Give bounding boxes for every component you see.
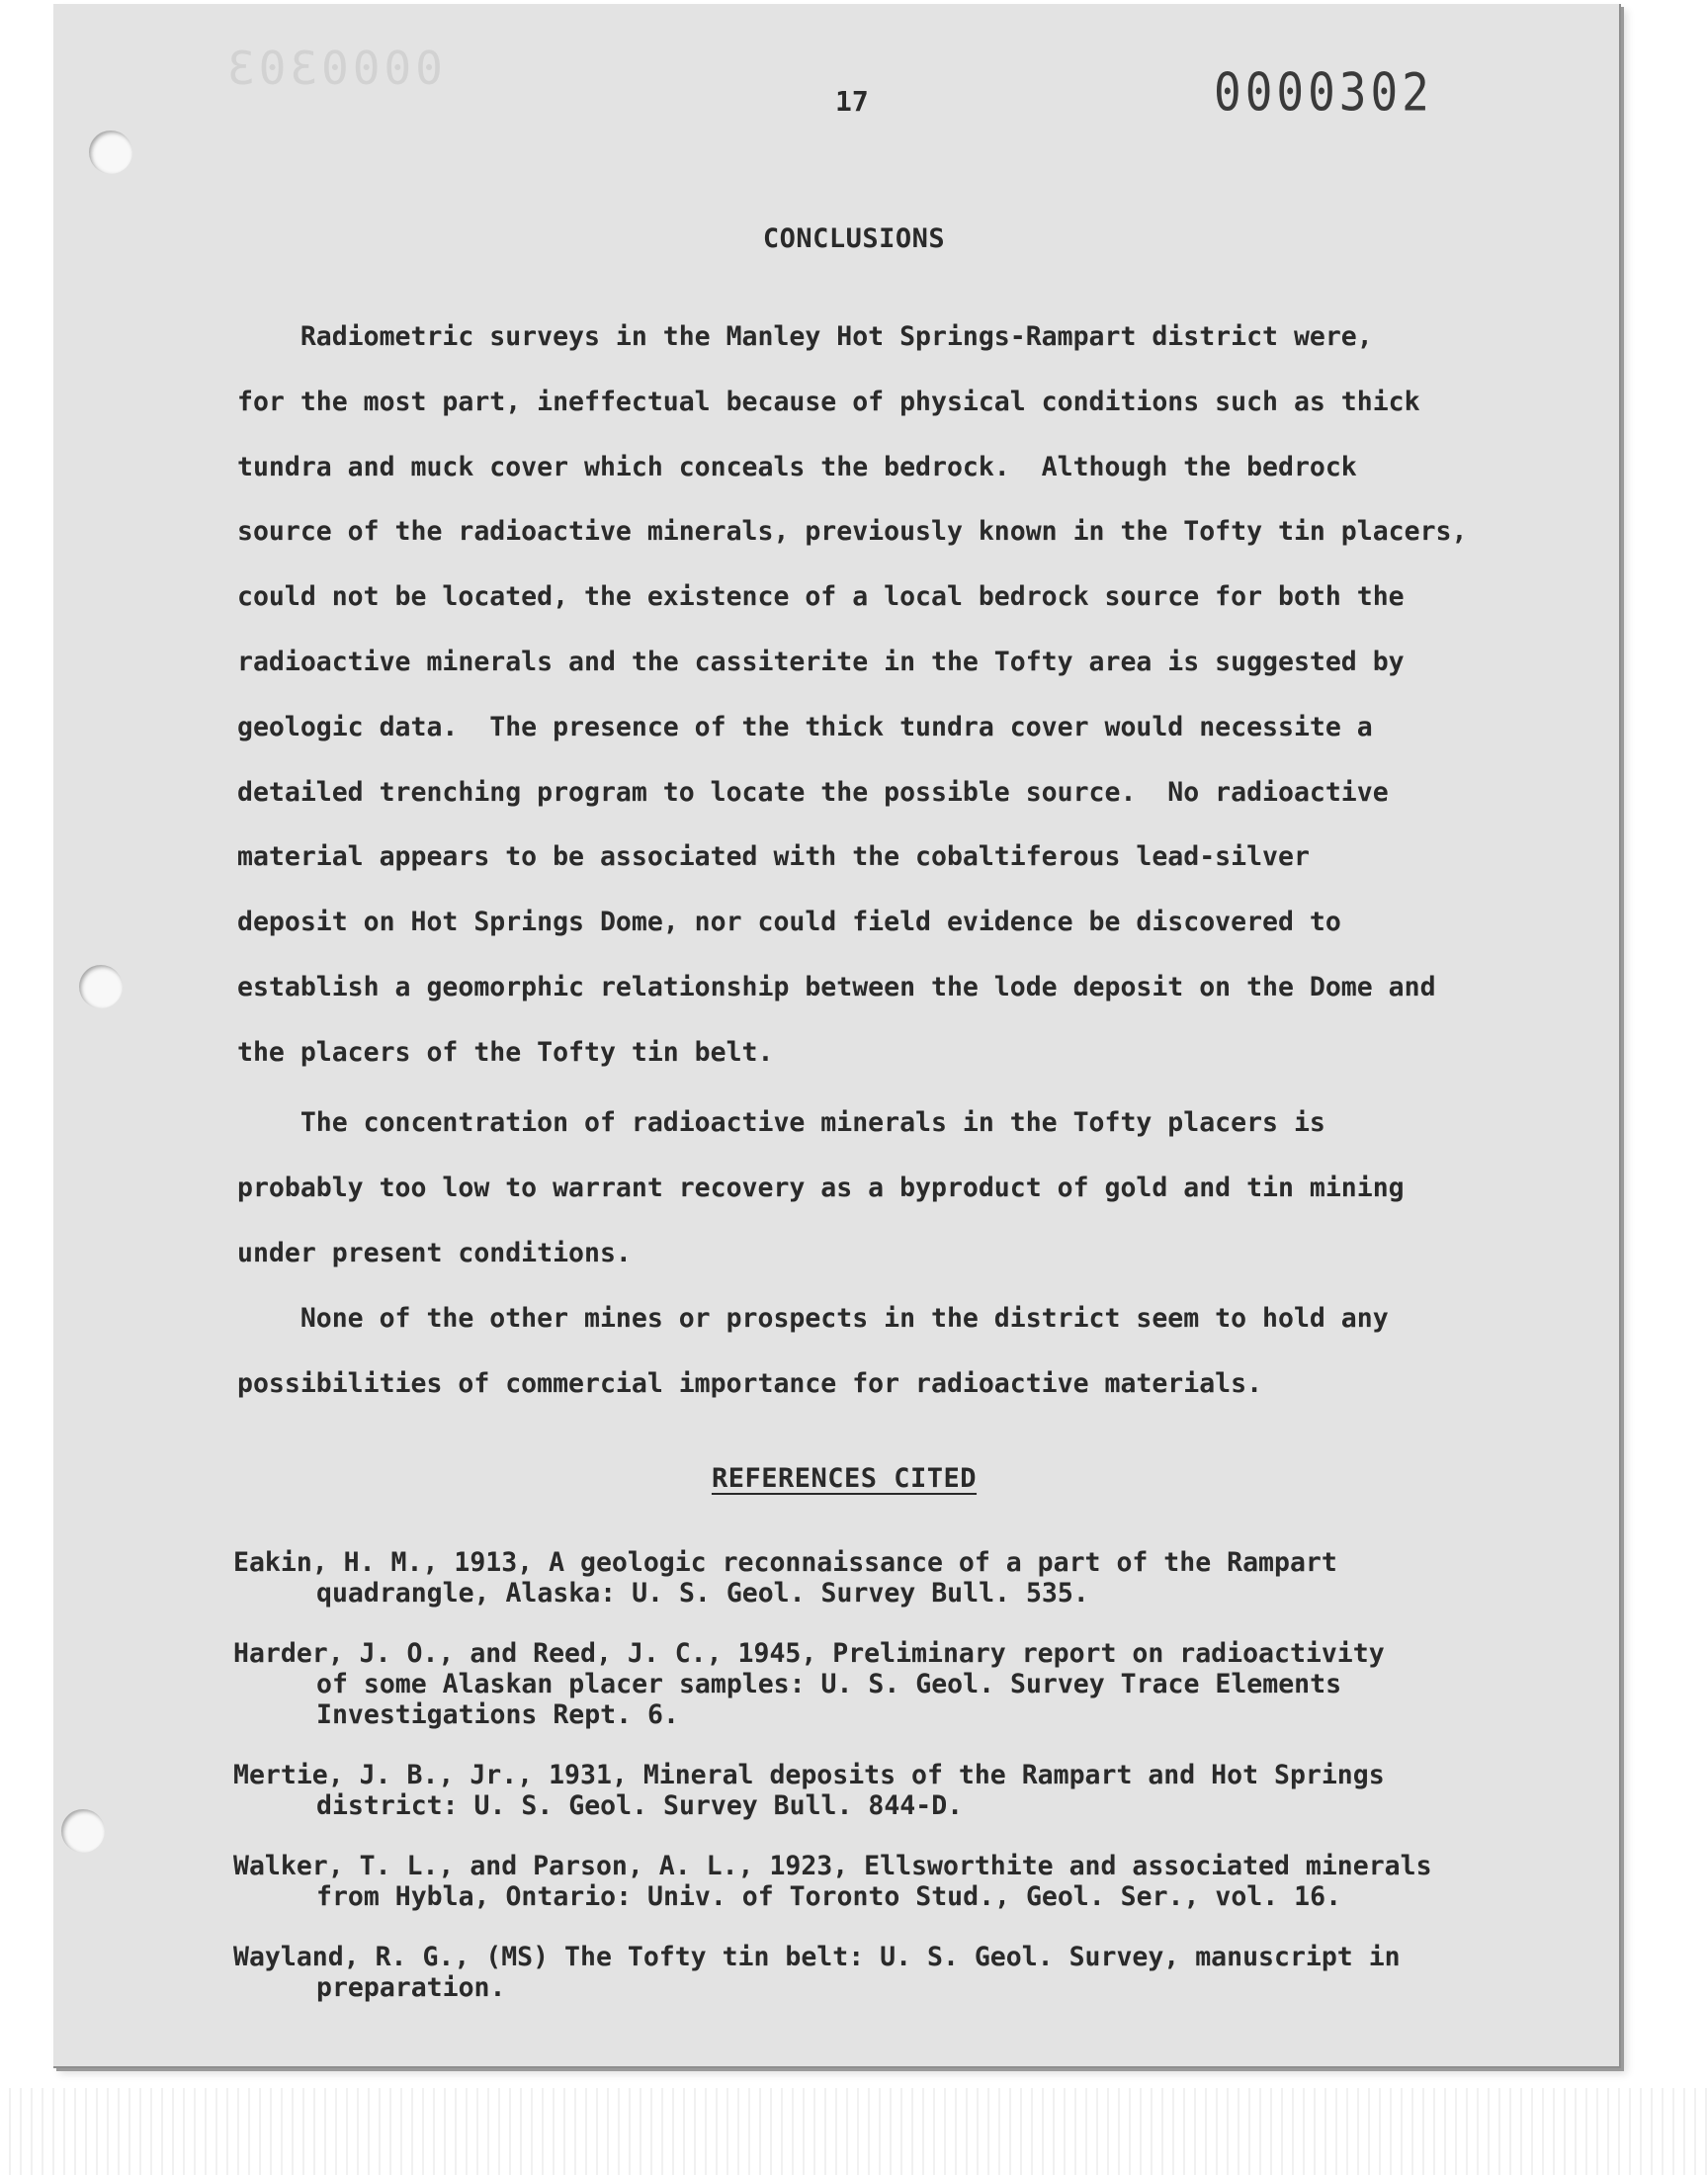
- text-line: possibilities of commercial importance for radioactive materials.: [237, 1367, 1263, 1399]
- conclusions-heading: [0, 223, 1708, 254]
- text-line: None of the other mines or prospects in the district seem to hold any: [237, 1303, 1389, 1334]
- page-number: 17: [835, 85, 869, 118]
- references-heading: [0, 1463, 1698, 1494]
- text-line: The concentration of radioactive minerals in the Tofty placers is: [237, 1107, 1325, 1138]
- reference-line: Investigations Rept. 6.: [316, 1699, 679, 1730]
- reference-line: quadrangle, Alaska: U. S. Geol. Survey Bull. 535.: [316, 1578, 1089, 1609]
- reference-line: Harder, J. O., and Reed, J. C., 1945, Preliminary report on radioactivity: [233, 1638, 1385, 1669]
- text-line: the placers of the Tofty tin belt.: [237, 1036, 774, 1068]
- text-line: probably too low to warrant recovery as a byproduct of gold and tin mining: [237, 1172, 1405, 1203]
- document-number-stamp: 0000302: [1214, 60, 1433, 124]
- scan-bottom-strip: [0, 2088, 1708, 2175]
- punch-hole: [89, 130, 132, 174]
- reference-entry: [233, 1638, 1432, 1730]
- text-line: establish a geomorphic relationship between the lode deposit on the Dome and: [237, 971, 1436, 1002]
- references-list: [233, 1547, 1432, 2033]
- reference-entry: [233, 1760, 1432, 1821]
- text-line: deposit on Hot Springs Dome, nor could field evidence be discovered to: [237, 907, 1341, 938]
- reference-entry: [233, 1851, 1432, 1912]
- text-line: material appears to be associated with the cobaltiferous lead-silver: [237, 841, 1310, 873]
- references-title: REFERENCES CITED: [711, 1463, 978, 1494]
- reference-line: of some Alaskan placer samples: U. S. Geol. Survey Trace Elements: [316, 1669, 1342, 1699]
- conclusions-paragraph-3: [237, 1286, 1389, 1417]
- reference-line: from Hybla, Ontario: Univ. of Toronto Stud., Geol. Ser., vol. 16.: [316, 1881, 1342, 1912]
- text-line: detailed trenching program to locate the possible source. No radioactive: [237, 776, 1389, 808]
- ghost-stamp: 0000303: [223, 42, 443, 95]
- conclusions-paragraph-1: [237, 304, 1467, 1086]
- reference-line: Walker, T. L., and Parson, A. L., 1923, Ellsworthite and associated minerals: [233, 1851, 1432, 1881]
- reference-entry: [233, 1942, 1432, 2003]
- punch-hole: [79, 965, 123, 1008]
- text-line: tundra and muck cover which conceals the bedrock. Although the bedrock: [237, 451, 1357, 482]
- punch-hole: [61, 1809, 105, 1853]
- text-line: for the most part, ineffectual because of physical conditions such as thick: [237, 386, 1420, 417]
- text-line: could not be located, the existence of a local bedrock source for both the: [237, 581, 1405, 613]
- text-line: radioactive minerals and the cassiterite in the Tofty area is suggested by: [237, 646, 1405, 677]
- reference-line: Eakin, H. M., 1913, A geologic reconnaissance of a part of the Rampart: [233, 1547, 1337, 1578]
- reference-line: preparation.: [316, 1972, 506, 2003]
- text-line: source of the radioactive minerals, previously known in the Tofty tin placers,: [237, 516, 1468, 548]
- conclusions-title: CONCLUSIONS: [762, 223, 946, 254]
- reference-line: district: U. S. Geol. Survey Bull. 844-D.: [316, 1790, 964, 1821]
- conclusions-paragraph-2: [237, 1090, 1405, 1285]
- reference-line: Mertie, J. B., Jr., 1931, Mineral deposits of the Rampart and Hot Springs: [233, 1760, 1385, 1790]
- text-line: geologic data. The presence of the thick tundra cover would necessite a: [237, 711, 1373, 742]
- reference-line: Wayland, R. G., (MS) The Tofty tin belt: U. S. Geol. Survey, manuscript in: [233, 1942, 1401, 1972]
- reference-entry: [233, 1547, 1432, 1609]
- text-line: Radiometric surveys in the Manley Hot Springs-Rampart district were,: [237, 321, 1373, 352]
- text-line: under present conditions.: [237, 1237, 632, 1268]
